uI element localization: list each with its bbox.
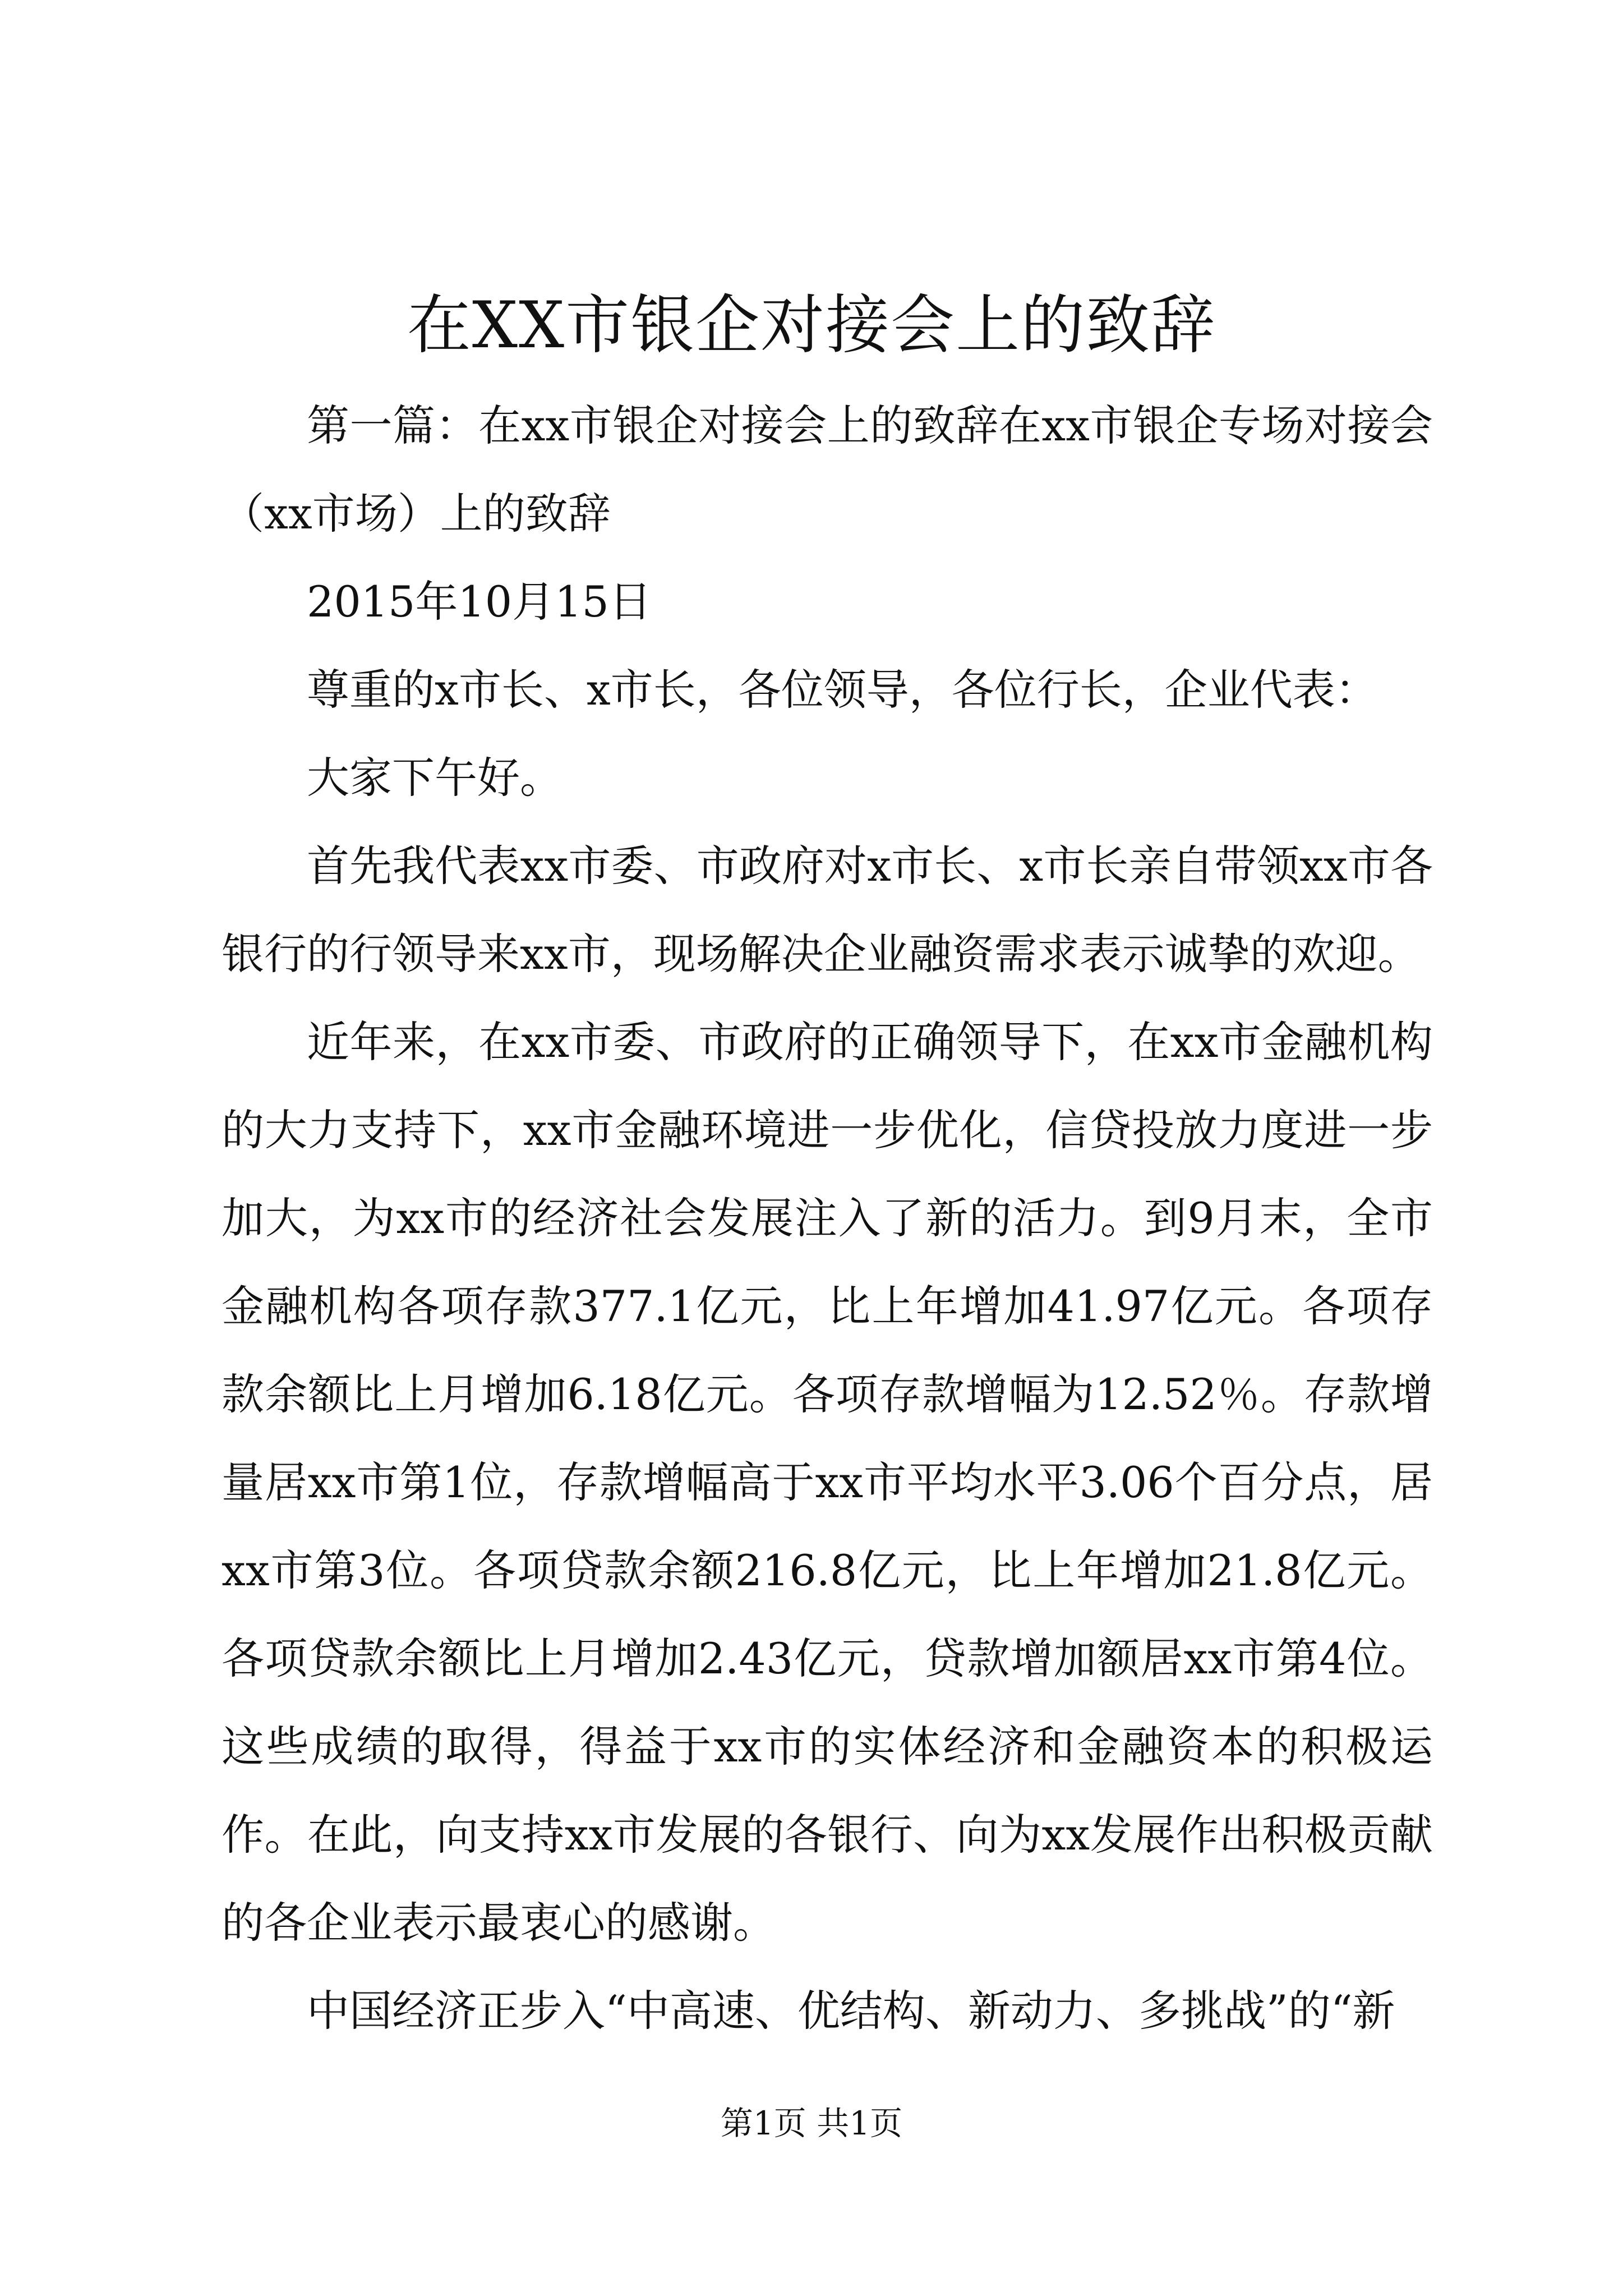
paragraph-economy: 中国经济正步入“中高速、优结构、新动力、多挑战”的“新 (307, 1986, 1395, 2036)
paragraph-welcome: 首先我代表xx市委、市政府对x市长、x市长亲自带领xx市各银行的行领导来xx市，现场解决企业融资需求表示诚挚的欢迎。 (222, 841, 1433, 979)
document-title: 在XX市银企对接会上的致辞 (407, 288, 1216, 362)
paragraph-date: 2015年10月15日 (307, 577, 652, 627)
paragraph-achievements: 近年来，在xx市委、市政府的正确领导下，在xx市金融机构的大力支持下，xx市金融环境进一步优化，信贷投放力度进一步加大，为xx市的经济社会发展注入了新的活力。到9月末，全市金融机构各项存款377.1亿元，比上年增加41.97亿元。各项存款余额比上月增加6.18亿元。各项存款增幅为12.52％。存款增量居xx市第1位，存款增幅高于xx市平均水平3.06个百分点，居xx市第3位。各项贷款余额216.8亿元，比上年增加21.8亿元。各项贷款余额比上月增加2.43亿元，贷款增加额居xx市第4位。这些成绩的取得，得益于xx市的实体经济和金融资本的积极运作。在此，向支持xx市发展的各银行、向为xx发展作出积极贡献的各企业表示最衷心的感谢。 (222, 1017, 1433, 1948)
page-footer: 第1页 共1页 (720, 2104, 903, 2142)
paragraph-heading: 第一篇：在xx市银企对接会上的致辞在xx市银企专场对接会（xx市场）上的致辞 (222, 401, 1433, 539)
paragraph-salutation: 尊重的x市长、x市长，各位领导，各位行长，企业代表： (307, 665, 1378, 715)
paragraph-greeting: 大家下午好。 (307, 753, 562, 803)
document-body (222, 381, 1433, 2055)
